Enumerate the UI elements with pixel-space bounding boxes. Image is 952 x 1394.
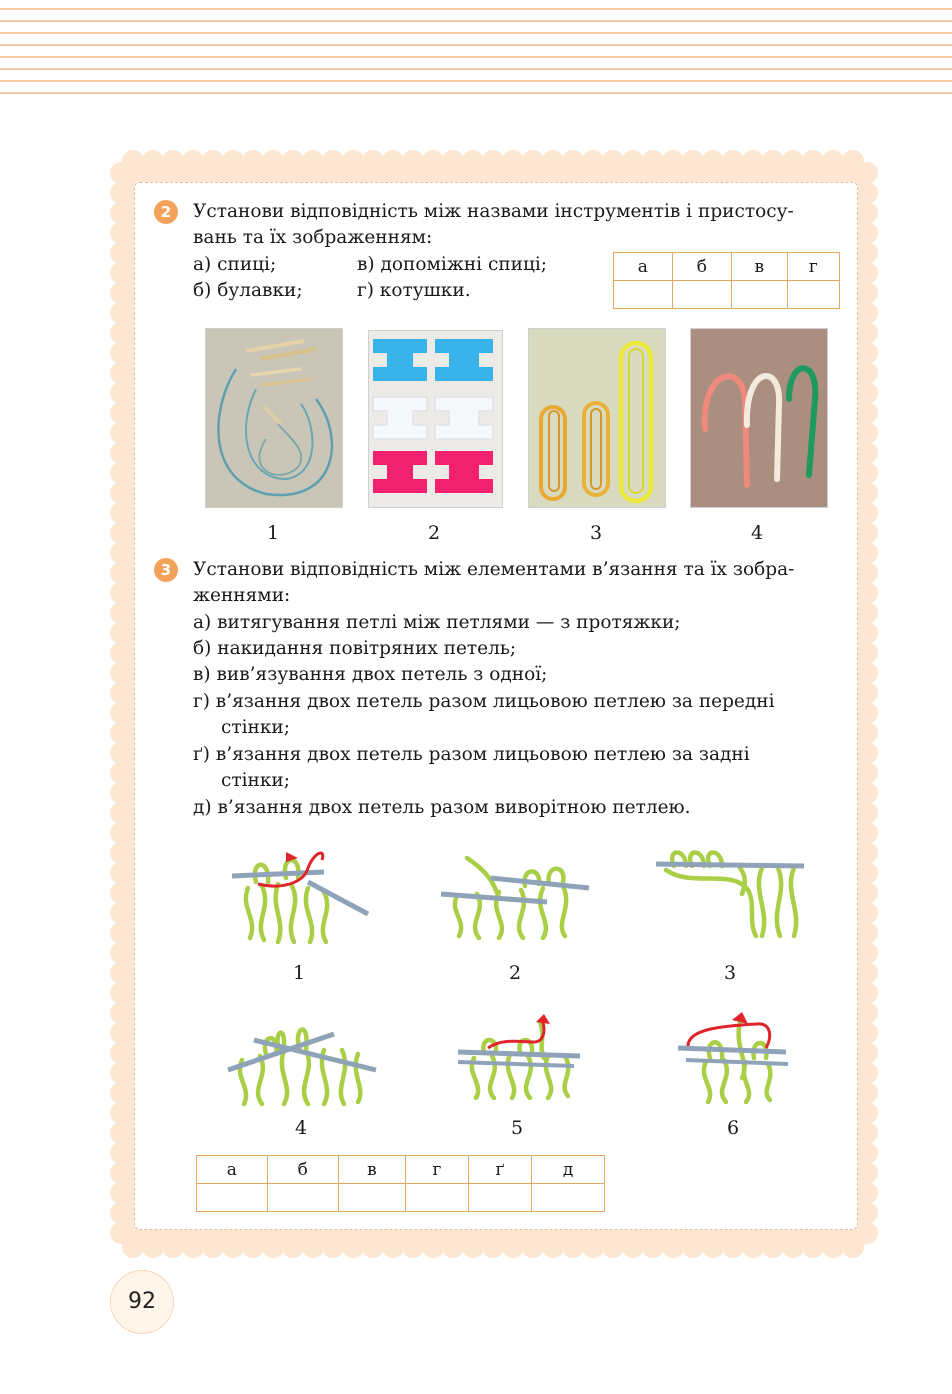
scallop [110,1122,132,1144]
scallop [856,382,878,404]
scallop [722,150,744,172]
scallop [856,722,878,744]
diagram-caption: 6 [726,1117,740,1139]
scallop [222,150,244,172]
answer-header: а [614,253,673,281]
scallop [110,342,132,364]
task-3-item: а) витягування петлі між петлями — з протяжки; [193,612,681,633]
scallop [622,150,644,172]
scallop [856,922,878,944]
scallop [110,402,132,424]
scallop [110,842,132,864]
stripe [0,56,952,58]
scallop [802,150,824,172]
scallop [462,150,484,172]
task-2-answer-table [613,252,840,309]
scallop [202,1236,224,1258]
scallop [502,150,524,172]
stripe [0,44,952,46]
scallop [522,150,544,172]
scallop [856,682,878,704]
photo-caption: 1 [266,522,280,544]
scallop [856,1082,878,1104]
scallop [110,522,132,544]
scallop [856,402,878,424]
answer-header: а [197,1156,268,1184]
scallop [110,202,132,224]
scallop [856,1122,878,1144]
scallop [142,150,164,172]
scallop [442,150,464,172]
scallop [142,1236,164,1258]
scallop [110,422,132,444]
scallop [662,150,684,172]
scallop [856,662,878,684]
scallop [856,442,878,464]
knitting-diagram-6 [676,1008,792,1104]
scallop [682,150,704,172]
scallop [856,742,878,764]
scallop [110,822,132,844]
scallop [362,150,384,172]
answer-header: б [672,253,731,281]
scallop [362,1236,384,1258]
task-3-number: 3 [154,558,178,582]
scallop [110,1142,132,1164]
scallop [702,150,724,172]
scallop [110,502,132,524]
stitch-holder-pins-photo [528,328,666,508]
scallop [162,1236,184,1258]
scallop [856,1062,878,1084]
answer-cell[interactable] [267,1184,338,1212]
scallop [582,150,604,172]
diagram-caption: 5 [510,1117,524,1139]
answer-header: в [338,1156,405,1184]
knitting-diagram-3 [652,848,808,942]
scallop [856,1022,878,1044]
scallop [856,1202,878,1224]
scallop [110,362,132,384]
task-3-answer-table [196,1155,605,1212]
scallop [856,702,878,724]
scallop [110,982,132,1004]
answer-cell[interactable] [532,1184,605,1212]
scallop [110,182,132,204]
scallop [110,642,132,664]
photo-caption: 3 [589,522,603,544]
scallop [382,150,404,172]
scallop [542,150,564,172]
scallop [856,522,878,544]
scallop [856,1182,878,1204]
scallop [110,1182,132,1204]
stripe [0,20,952,22]
scallop [110,922,132,944]
scallop [856,262,878,284]
page-number: 92 [110,1270,174,1334]
answer-header: б [267,1156,338,1184]
answer-header: ґ [468,1156,531,1184]
scallop [342,150,364,172]
stripe [0,92,952,94]
scallop [202,150,224,172]
scallop [110,1022,132,1044]
scallop [110,162,132,184]
scallop [110,1102,132,1124]
scallop [402,150,424,172]
stripe [0,68,952,70]
task-3-item: д) в’язання двох петель разом виворітною петлею. [193,797,691,818]
scallop [110,282,132,304]
stripe [0,8,952,10]
scallop [856,842,878,864]
answer-cell[interactable] [338,1184,405,1212]
scallop [110,262,132,284]
task-3-item-continued: стінки; [221,770,290,791]
scallop [856,862,878,884]
scallop [856,1102,878,1124]
diagram-caption: 3 [723,962,737,984]
scallop [742,150,764,172]
task-2-option-a: а) спиці; [193,254,277,275]
scallop [856,422,878,444]
task-2-option-b: б) булавки; [193,280,303,301]
scallop [110,482,132,504]
scallop [782,150,804,172]
scallop [302,150,324,172]
task-2-text-line1: Установи відповідність між назвами інструментів і пристосу- [193,201,794,222]
scallop [382,1236,404,1258]
scallop [856,1162,878,1184]
scallop [856,542,878,564]
answer-cell[interactable] [405,1184,468,1212]
task-3-item: г) в’язання двох петель разом лицьовою петлею за передні [193,691,775,712]
scallop [856,222,878,244]
answer-cell[interactable] [197,1184,268,1212]
scallop [856,1002,878,1024]
scallop [856,302,878,324]
scallop [722,1236,744,1258]
scallop [602,150,624,172]
scallop [856,162,878,184]
scallop [856,902,878,924]
scallop [282,150,304,172]
scallop [856,282,878,304]
scallop [856,462,878,484]
scallop [802,1236,824,1258]
scallop [582,1236,604,1258]
scallop [522,1236,544,1258]
scallop [602,1236,624,1258]
task-3-item: ґ) в’язання двох петель разом лицьовою петлею за задні [193,744,750,765]
photo-caption: 2 [427,522,441,544]
scallop [242,1236,264,1258]
scallop [110,782,132,804]
scallop [110,222,132,244]
scallop [110,942,132,964]
scallop [182,150,204,172]
task-2-text-line2: вань та їх зображенням: [193,227,433,248]
scallop [110,622,132,644]
scallop [682,1236,704,1258]
header-stripes [0,0,952,104]
scallop [110,1202,132,1224]
scallop [562,150,584,172]
scallop [162,150,184,172]
scallop [856,502,878,524]
scallop [110,742,132,764]
answer-cell[interactable] [731,281,787,309]
scallop [856,342,878,364]
task-3-text-line1: Установи відповідність між елементами в’язання та їх зобра- [193,559,795,580]
scallop [856,182,878,204]
scallop [110,762,132,784]
scallop [856,942,878,964]
scallop [110,442,132,464]
diagram-caption: 2 [508,962,522,984]
scallop [856,1142,878,1164]
scallop [856,822,878,844]
knitting-diagram-5 [454,1012,584,1100]
scallop [856,582,878,604]
scallop [110,902,132,924]
scallop [110,702,132,724]
task-3-item: в) вив’язування двох петель з одної; [193,664,548,685]
scallop [182,1236,204,1258]
circular-needles-photo [205,328,343,508]
answer-header: в [731,253,787,281]
scallop [110,662,132,684]
knitting-diagram-4 [224,1010,380,1108]
scallop [110,1162,132,1184]
scallop [110,962,132,984]
knitting-diagram-2 [437,850,593,940]
scallop [262,1236,284,1258]
scallop [856,1042,878,1064]
task-2-number: 2 [154,200,178,224]
scallop [110,462,132,484]
task-2-option-v: в) допоміжні спиці; [357,254,548,275]
scallop [422,150,444,172]
scallop [642,150,664,172]
answer-cell[interactable] [672,281,731,309]
scallop [110,1082,132,1104]
scallop [702,1236,724,1258]
answer-cell[interactable] [468,1184,531,1212]
scallop [856,562,878,584]
scallop [856,622,878,644]
scallop [110,1002,132,1024]
answer-cell[interactable] [614,281,673,309]
scallop [856,642,878,664]
scallop [422,1236,444,1258]
scallop [110,722,132,744]
scallop [856,782,878,804]
answer-header: г [787,253,839,281]
scallop [222,1236,244,1258]
task-3-item-continued: стінки; [221,717,290,738]
scallop [322,1236,344,1258]
scallop [110,302,132,324]
scallop [622,1236,644,1258]
scallop [462,1236,484,1258]
answer-cell[interactable] [787,281,839,309]
scallop [242,150,264,172]
task-3-item: б) накидання повітряних петель; [193,638,517,659]
scallop [110,862,132,884]
scallop [856,882,878,904]
scallop [856,322,878,344]
scallop [822,1236,844,1258]
scallop [110,382,132,404]
scallop [110,882,132,904]
scallop [782,1236,804,1258]
scallop [856,362,878,384]
scallop [502,1236,524,1258]
scallop [282,1236,304,1258]
task-2-option-g: г) котушки. [357,280,471,301]
scallop [110,322,132,344]
scallop [262,150,284,172]
bobbins-photo [368,330,503,508]
stripe [0,32,952,34]
answer-header: д [532,1156,605,1184]
scallop [342,1236,364,1258]
scallop [742,1236,764,1258]
scallop [662,1236,684,1258]
scallop [110,1222,132,1244]
scallop [856,202,878,224]
cable-needles-photo [690,328,828,508]
scallop [110,602,132,624]
scallop [542,1236,564,1258]
task-3-text-line2: женнями: [193,585,291,606]
scallop [822,150,844,172]
diagram-caption: 1 [292,962,306,984]
scallop [110,542,132,564]
scallop [482,1236,504,1258]
scallop [110,1042,132,1064]
scallop [442,1236,464,1258]
scallop [562,1236,584,1258]
scallop [856,242,878,264]
diagram-caption: 4 [294,1117,308,1139]
knitting-diagram-1 [228,838,370,950]
scallop [110,582,132,604]
answer-header: г [405,1156,468,1184]
scallop [482,150,504,172]
scallop [402,1236,424,1258]
scallop [110,242,132,264]
scallop [856,602,878,624]
scallop [110,802,132,824]
scallop [110,562,132,584]
scallop [642,1236,664,1258]
scallop [762,1236,784,1258]
stripe [0,80,952,82]
scallop [856,802,878,824]
photo-caption: 4 [750,522,764,544]
scallop [762,150,784,172]
scallop [856,982,878,1004]
scallop [856,962,878,984]
scallop [856,762,878,784]
scallop [856,1222,878,1244]
scallop [110,682,132,704]
scallop [856,482,878,504]
scallop [302,1236,324,1258]
scallop [322,150,344,172]
scallop [110,1062,132,1084]
